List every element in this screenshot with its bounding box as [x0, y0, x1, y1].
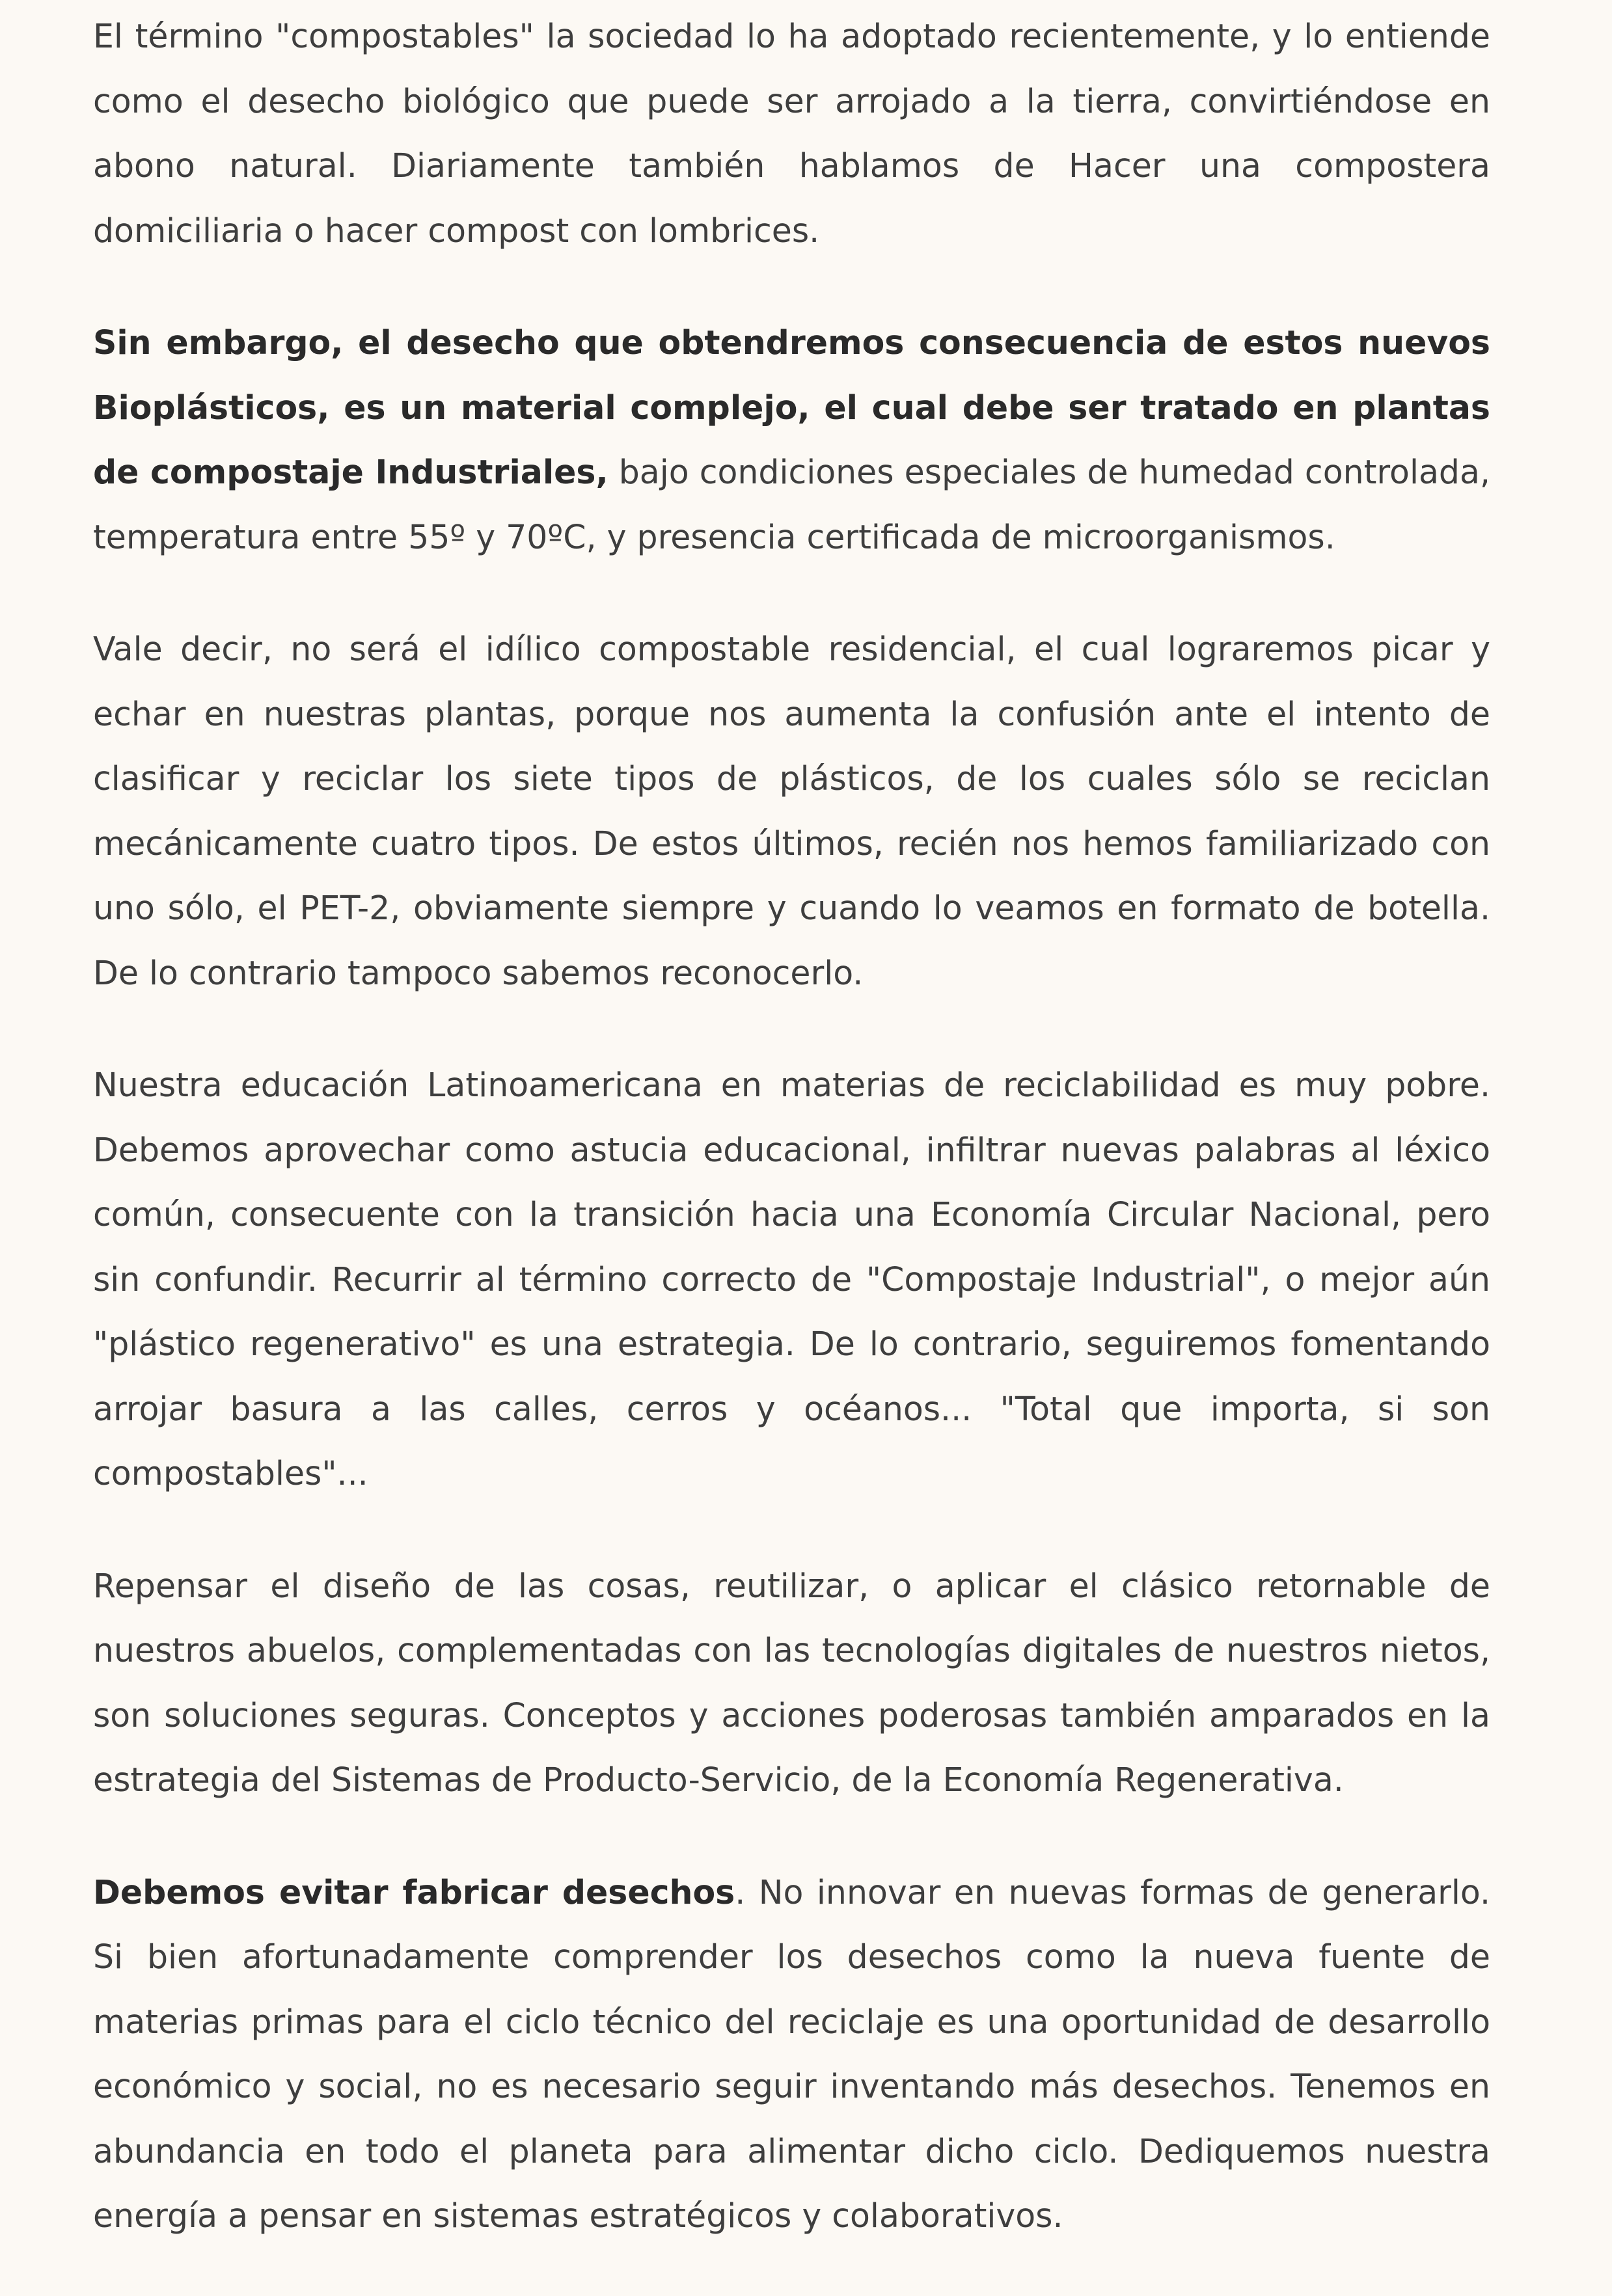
bold-statement: Sin embargo, el desecho que obtendremos consecuencia de estos nuevos Bioplásticos, es un material complejo, el cual debe ser tratado en plantas de compostaje Industriales,: [93, 323, 1490, 491]
paragraph-text: bajo condiciones especiales de humedad controlada, temperatura entre 55º y 70ºC, y presencia certificada de microorganismos.: [93, 453, 1490, 556]
paragraph-industrial-composting: [93, 310, 1490, 569]
article-body: [93, 4, 1490, 2296]
paragraph-text: El término "compostables" la sociedad lo ha adoptado recientemente, y lo entiende como el desecho biológico que puede ser arrojado a la tierra, convirtiéndose en abono natural. Diariamente también hablamos de Hacer una compostera domiciliaria o hacer compost con lombrices.: [93, 17, 1490, 250]
paragraph-education: [93, 1053, 1490, 1506]
paragraph-compostables-definition: [93, 4, 1490, 263]
paragraph-text: Repensar el diseño de las cosas, reutilizar, o aplicar el clásico retornable de nuestros abuelos, complementadas con las tecnologías digitales de nuestros nietos, son soluciones seguras. Conceptos y acciones poderosas también amparados en la estrategia del Sistemas de Producto-Servicio, de la Economía Regenerativa.: [93, 1566, 1490, 1799]
bold-statement: Debemos evitar fabricar desechos: [93, 1872, 735, 1911]
paragraph-plastic-types: [93, 617, 1490, 1005]
paragraph-redesign: [93, 1554, 1490, 1813]
paragraph-text: Nuestra educación Latinoamericana en materias de reciclabilidad es muy pobre. Debemos aprovechar como astucia educacional, infiltrar nuevas palabras al léxico común, consecuente con la transición hacia una Economía Circular Nacional, pero sin confundir. Recurrir al término correcto de "Compostaje Industrial", o mejor aún "plástico regenerativo" es una estrategia. De lo contrario, seguiremos fomentando arrojar basura a las calles, cerros y océanos... "Total que importa, si son compostables"...: [93, 1066, 1490, 1492]
paragraph-text: Vale decir, no será el idílico compostable residencial, el cual lograremos picar y echar en nuestras plantas, porque nos aumenta la confusión ante el intento de clasificar y reciclar los siete tipos de plásticos, de los cuales sólo se reciclan mecánicamente cuatro tipos. De estos últimos, recién nos hemos familiarizado con uno sólo, el PET-2, obviamente siempre y cuando lo veamos en formato de botella. De lo contrario tampoco sabemos reconocerlo.: [93, 630, 1490, 992]
paragraph-avoid-waste: [93, 1860, 1490, 2249]
paragraph-text: . No innovar en nuevas formas de generarlo. Si bien afortunadamente comprender los desechos como la nueva fuente de materias primas para el ciclo técnico del reciclaje es una oportunidad de desarrollo económico y social, no es necesario seguir inventando más desechos. Tenemos en abundancia en todo el planeta para alimentar dicho ciclo. Dediquemos nuestra energía a pensar en sistemas estratégicos y colaborativos.: [93, 1872, 1490, 2235]
